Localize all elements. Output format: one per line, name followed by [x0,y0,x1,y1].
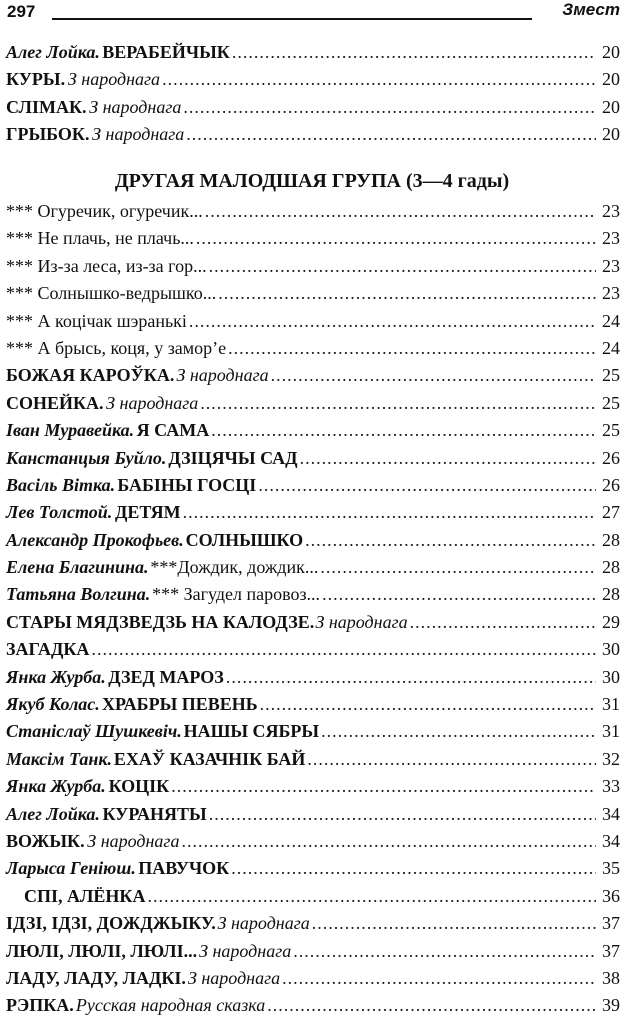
entry-title: БАБІНЫ ГОСЦІ [117,474,257,495]
entry-page-number: 34 [602,830,620,851]
entry-text: ***Дождик, дождик... [150,557,319,578]
entry-source: Русская народная сказка [75,995,266,1016]
entry-page-number: 24 [602,310,620,331]
dot-leader [171,773,596,800]
entry-source: З народнага [199,940,292,961]
entry-page-number: 39 [602,995,620,1016]
toc-entry [6,801,620,828]
toc-entry [6,609,620,636]
entry-page-number: 23 [602,283,620,304]
entry-page-number: 28 [602,584,620,605]
entry-title: ЗАГАДКА [6,639,90,660]
entry-title: ДЕТЯМ [114,502,181,523]
entry-page-number: 25 [602,420,620,441]
entry-source: З народнага [217,913,310,934]
toc-entry [6,94,620,121]
toc-entry [6,225,620,252]
dot-leader [321,718,596,745]
toc-entry [6,855,620,882]
entry-title: СОЛНЫШКО [185,529,304,550]
toc-entry [6,910,620,937]
dot-leader [293,938,596,965]
dot-leader [209,253,596,280]
toc-entry [6,718,620,745]
entry-page-number: 37 [602,913,620,934]
entry-source: З народнага [176,365,269,386]
entry-author: Алег Лойка. [6,803,100,824]
toc-entry [6,308,620,335]
entry-title: ЕХАЎ КАЗАЧНІК БАЙ [113,748,306,769]
dot-leader [91,636,596,663]
entry-title: СТАРЫ МЯДЗВЕДЗЬ НА КАЛОДЗЕ. [6,611,315,632]
entry-title: РЭПКА. [6,995,74,1016]
header-rule [52,18,532,20]
entry-title: ЛАДУ, ЛАДУ, ЛАДКІ. [6,967,186,988]
entry-title: ХРАБРЫ ПЕВЕНЬ [101,694,258,715]
entry-author: Янка Журба. [6,666,106,687]
entry-title: ІДЗІ, ІДЗІ, ДОЖДЖЫКУ. [6,913,216,934]
toc-entry [6,66,620,93]
entry-page-number: 32 [602,748,620,769]
entry-author: Максім Танк. [6,748,112,769]
entry-source: З народнага [67,69,161,90]
entry-source: З народнага [106,392,199,413]
dot-leader [320,554,596,581]
entry-page-number: 37 [602,940,620,961]
entry-page-number: 23 [602,228,620,249]
toc-entry [6,773,620,800]
entry-page-number: 38 [602,967,620,988]
entry-text: *** А коцічак шэранькі [6,310,187,331]
dot-leader [282,965,596,992]
toc-entry [6,362,620,389]
dot-leader [209,801,596,828]
entry-page-number: 29 [602,611,620,632]
toc-entry [6,527,620,554]
entry-page-number: 24 [602,337,620,358]
entry-page-number: 30 [602,666,620,687]
toc-entry [6,472,620,499]
entry-author: Якуб Колас. [6,694,100,715]
entry-title: СЛІМАК. [6,96,87,117]
toc-entry [6,938,620,965]
entry-page-number: 31 [602,694,620,715]
entry-page-number: 30 [602,639,620,660]
entry-title: КУРЫ. [6,69,66,90]
entry-author: Елена Благинина. [6,557,149,578]
dot-leader [305,527,596,554]
entry-page-number: 23 [602,201,620,221]
entry-page-number: 20 [602,96,620,117]
dot-leader [300,445,596,472]
toc-entry [6,581,620,608]
entry-author: Станіслаў Шушкевіч. [6,721,182,742]
entry-text: *** Не плачь, не плачь... [6,228,194,249]
entry-author: Александр Прокофьев. [6,529,184,550]
dot-leader [228,335,596,362]
entry-title: СПІ, АЛЁНКА [24,885,146,906]
entry-author: Васіль Вітка. [6,474,116,495]
toc-entry [6,691,620,718]
entry-page-number: 25 [602,365,620,386]
dot-leader [183,94,596,121]
entry-page-number: 36 [602,885,620,906]
running-title: Змест [562,0,620,19]
page-number: 297 [7,2,36,21]
entry-page-number: 25 [602,392,620,413]
toc-entry [6,445,620,472]
entry-author: Канстанцыя Буйло. [6,447,167,468]
dot-leader [258,472,596,499]
entry-title: БОЖАЯ КАРОЎКА. [6,365,175,386]
dot-leader [410,609,596,636]
dot-leader [312,910,596,937]
entry-page-number: 20 [602,69,620,90]
entry-page-number: 26 [602,447,620,468]
entry-source: З народнага [92,124,185,145]
entry-source: З народнага [187,967,281,988]
dot-leader [271,362,596,389]
entry-page-number: 28 [602,529,620,550]
dot-leader [205,198,596,225]
toc-entry [6,883,620,910]
toc-entry [6,965,620,992]
dot-leader [186,121,596,148]
toc-entry [6,664,620,691]
toc-entry [6,636,620,663]
entry-text: *** Огуречик, огуречик... [6,201,203,221]
entry-page-number: 27 [602,502,620,523]
dot-leader [307,746,596,773]
dot-leader [147,883,596,910]
dot-leader [226,664,596,691]
section-heading: ДРУГАЯ МАЛОДШАЯ ГРУПА (3—4 гады) [114,170,510,192]
entry-page-number: 34 [602,803,620,824]
dot-leader [322,581,596,608]
entry-text: *** Загудел паровоз... [152,584,321,605]
dot-leader [260,691,596,718]
entry-text: *** А брысь, коця, у замор’е [6,337,227,358]
entry-author: Алег Лойка. [6,42,100,62]
dot-leader [200,390,596,417]
entry-page-number: 33 [602,776,620,797]
entry-author: Іван Муравейка. [6,420,135,441]
entry-page-number: 35 [602,858,620,879]
entry-page-number: 28 [602,557,620,578]
entry-page-number: 26 [602,474,620,495]
entry-title: Я САМА [136,420,210,441]
dot-leader [196,225,596,252]
dot-leader [162,66,596,93]
entry-title: ПАВУЧОК [138,858,230,879]
entry-title: ЛЮЛІ, ЛЮЛІ, ЛЮЛІ... [6,940,198,961]
dot-leader [181,828,596,855]
toc-entry [6,417,620,444]
entry-author: Татьяна Волгина. [6,584,151,605]
entry-title: ДЗІЦЯЧЫ САД [168,447,298,468]
entry-text: *** Из-за леса, из-за гор... [6,255,207,276]
toc-entry [6,499,620,526]
toc-entry [6,198,620,225]
dot-leader [211,417,596,444]
toc-entry [6,280,620,307]
toc-entry [6,992,620,1019]
toc-entry [6,121,620,148]
entry-title: ДЗЕД МАРОЗ [108,666,224,687]
entry-author: Лев Толстой. [6,502,113,523]
toc-entry [6,746,620,773]
entry-source: З народнага [315,611,408,632]
entry-title: НАШЫ СЯБРЫ [183,721,320,742]
entry-author: Янка Журба. [6,776,106,797]
entry-title: ВЕРАБЕЙЧЫК [102,42,230,62]
toc-entry [6,335,620,362]
entry-source: З народнага [89,96,182,117]
entry-title: ГРЫБОК. [6,124,90,145]
toc-entry [6,390,620,417]
entry-title: ВОЖЫК. [6,830,85,851]
dot-leader [267,992,596,1019]
dot-leader [231,855,596,882]
entry-author: Ларыса Геніюш. [6,858,136,879]
entry-text: *** Солнышко-ведрышко... [6,283,217,304]
toc-list-main [6,198,620,1020]
dot-leader [183,499,596,526]
entry-title: КУРАНЯТЫ [102,803,207,824]
dot-leader [232,39,596,66]
entry-page-number: 31 [602,721,620,742]
toc-entry [6,554,620,581]
entry-page-number: 20 [602,124,620,145]
toc-entry [6,828,620,855]
entry-page-number: 20 [602,42,620,62]
dot-leader [218,280,596,307]
toc-list-top [6,39,620,149]
page-header [0,0,624,26]
entry-page-number: 23 [602,255,620,276]
dot-leader [189,308,596,335]
toc-entry [6,253,620,280]
entry-title: КОЦІК [108,776,170,797]
toc-entry [6,39,620,66]
entry-title: СОНЕЙКА. [6,392,104,413]
entry-source: З народнага [87,830,180,851]
